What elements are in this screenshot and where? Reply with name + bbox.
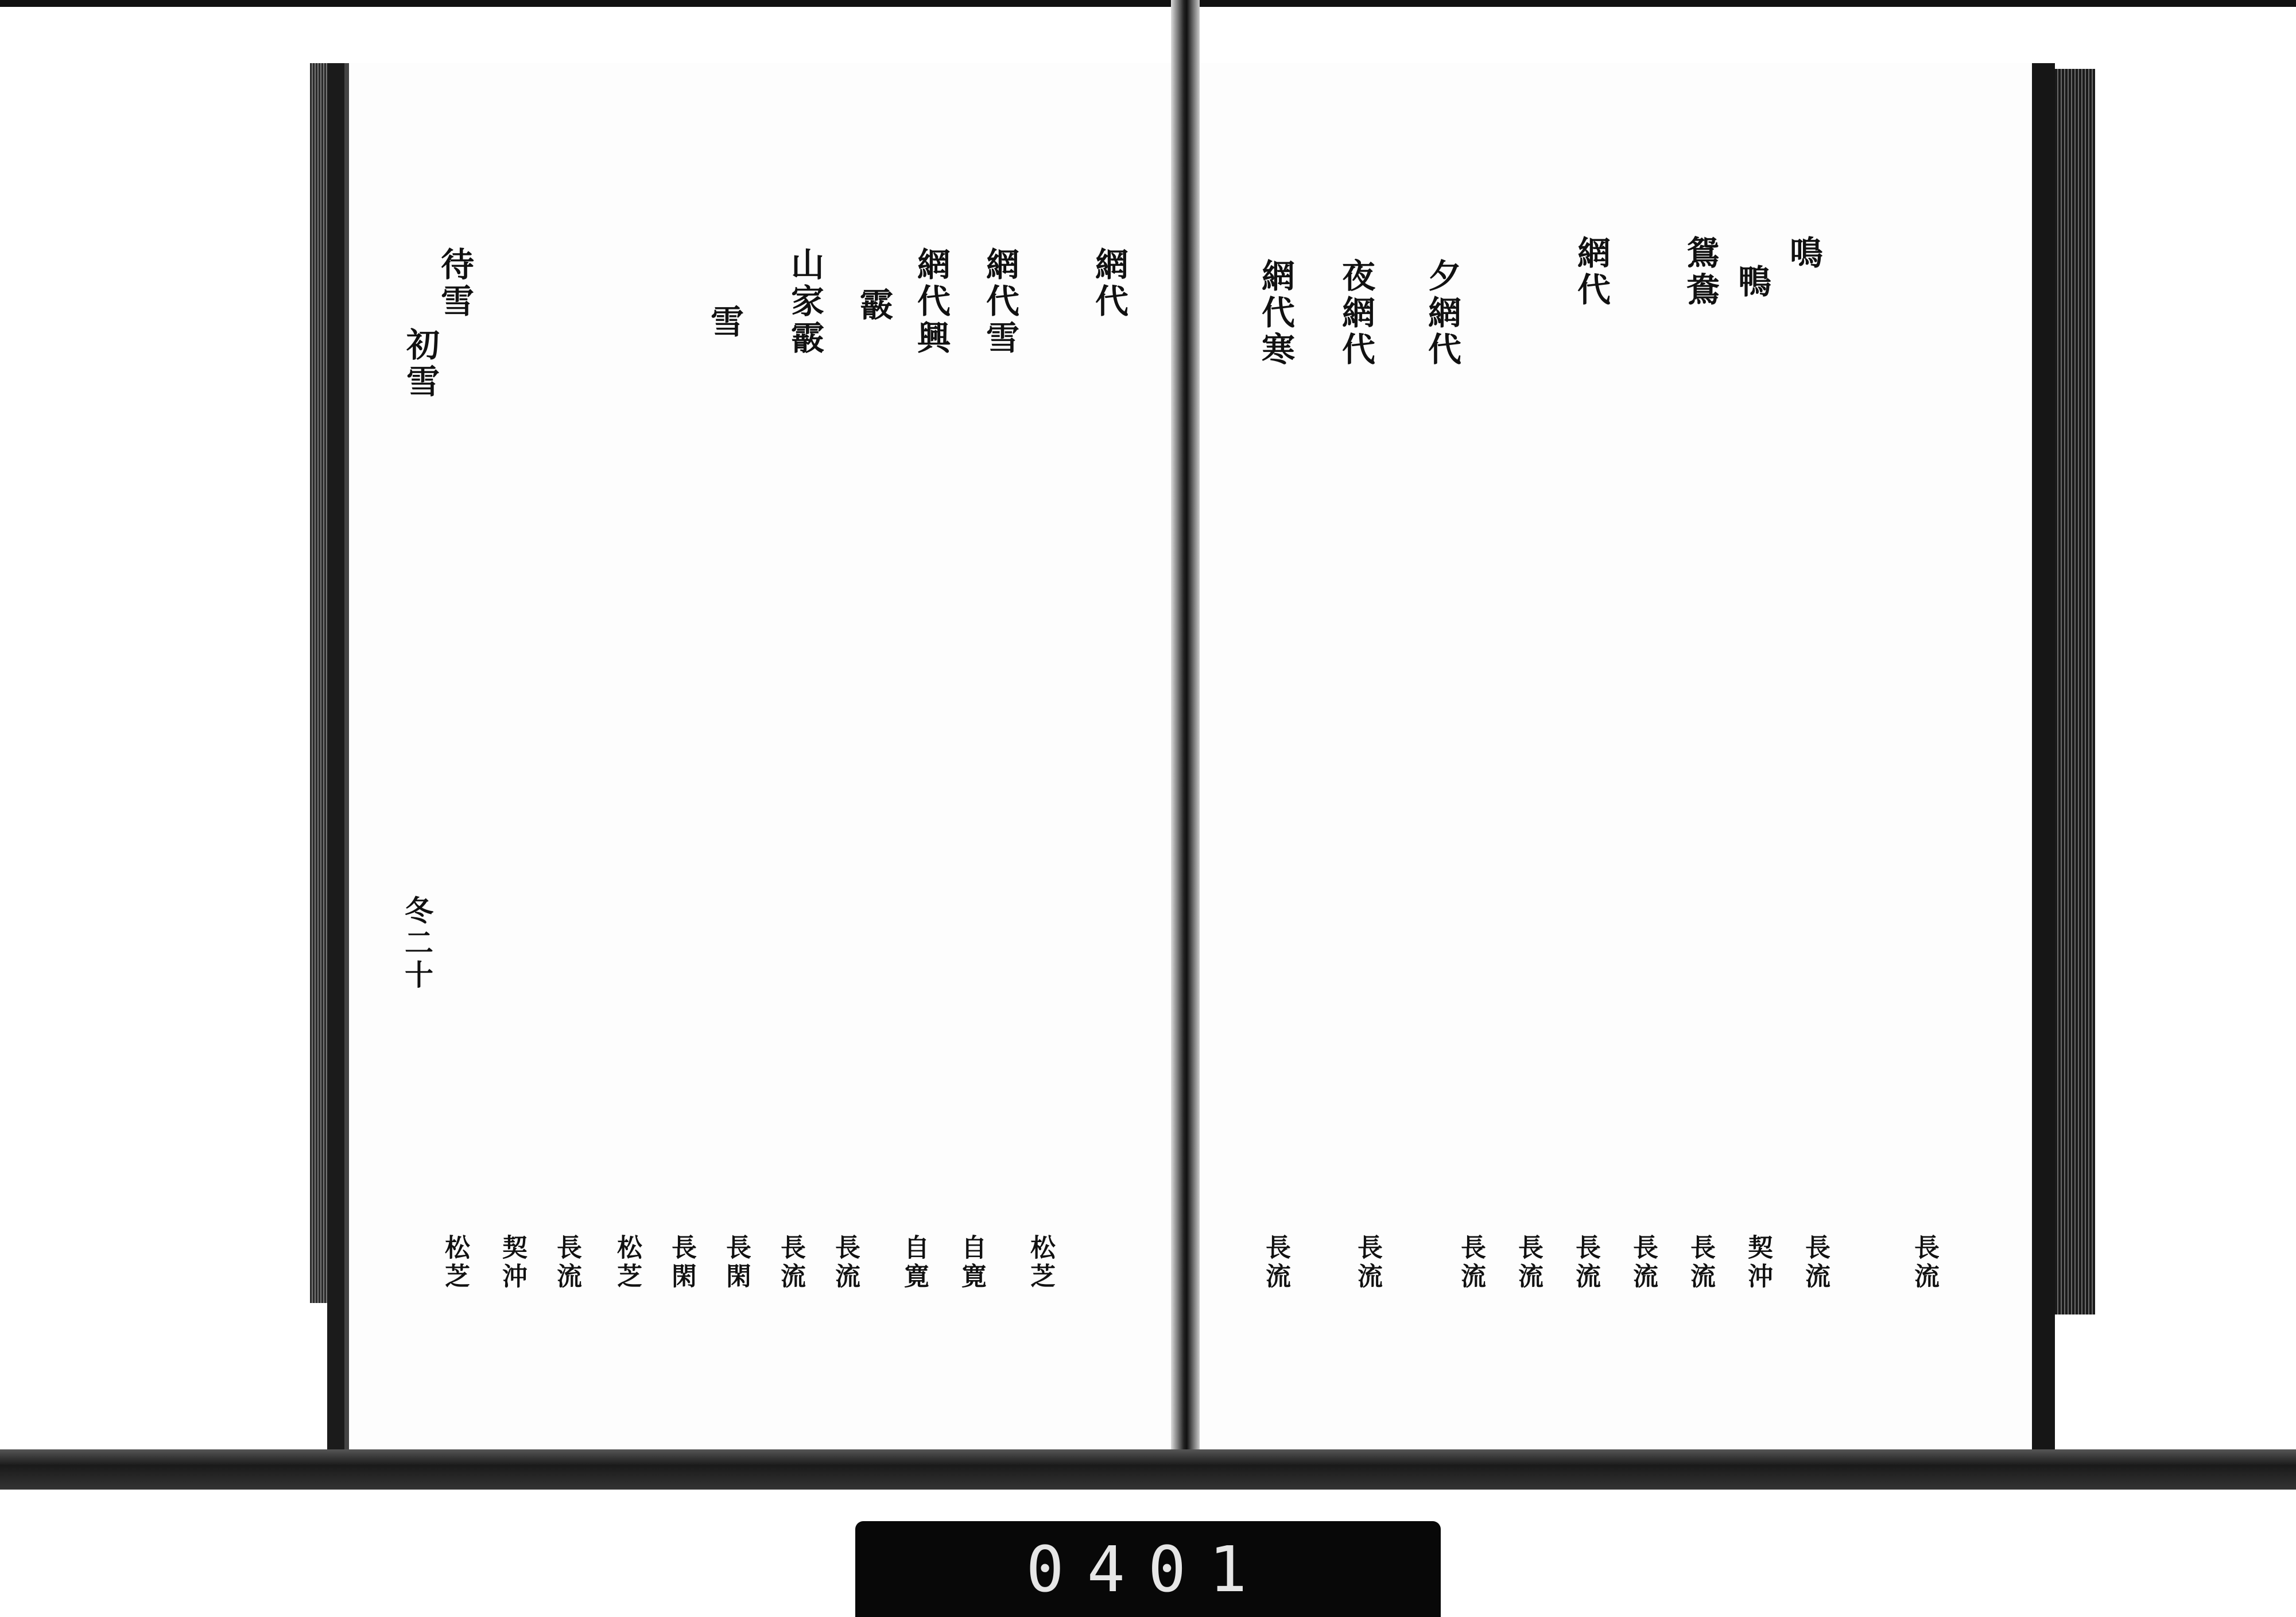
poem-title: 鴛鴦 [1681,235,1720,309]
poem-author: 自寛 [957,1234,986,1292]
right-page [1200,63,2055,1464]
poem-author: 松芝 [440,1234,470,1292]
poem-title: 山家霰 [785,247,824,357]
poem-title: 鴨 [1732,264,1771,301]
poem-author: 長流 [1353,1234,1382,1292]
scan-bottom-edge [0,1449,2296,1490]
poem-author: 自寛 [899,1234,929,1292]
poem-author: 長流 [1910,1234,1939,1292]
scan-top-edge [0,0,2296,7]
poem-title: 夜網代 [1336,258,1375,369]
book-gutter [1171,0,1200,1469]
poem-author: 長流 [1801,1234,1830,1292]
poem-title: 網代 [1572,235,1611,309]
poem-title: 雪 [705,304,744,341]
frame-number: 0401 [1026,1532,1270,1606]
poem-author: 長流 [1261,1234,1290,1292]
poem-author: 長流 [1628,1234,1658,1292]
poem-author: 松芝 [612,1234,642,1292]
left-page [327,63,1200,1464]
poem-title: 霰 [854,287,893,324]
poem-title: 鳴 [1784,235,1823,272]
poem-author: 契沖 [498,1234,527,1292]
page-folio: 冬二十 [400,895,434,992]
poem-author: 契沖 [1743,1234,1773,1292]
poem-title: 網代 [1089,247,1128,320]
poem-author: 長閑 [722,1234,751,1292]
poem-title: 夕網代 [1422,258,1461,369]
poem-title: 待雪 [435,247,474,320]
poem-author: 長流 [776,1234,805,1292]
frame-number-plate [855,1521,1441,1617]
open-book [327,63,2061,1469]
poem-author: 長流 [552,1234,581,1292]
poem-author: 長閑 [667,1234,696,1292]
poem-author: 長流 [831,1234,860,1292]
poem-author: 長流 [1456,1234,1486,1292]
poem-author: 松芝 [1026,1234,1055,1292]
poem-author: 長流 [1514,1234,1543,1292]
poem-author: 長流 [1571,1234,1600,1292]
poem-author: 長流 [1686,1234,1715,1292]
poem-title: 網代雪 [980,247,1019,357]
poem-title: 初雪 [401,327,440,401]
poem-title: 網代興 [912,247,951,357]
poem-title: 網代寒 [1256,258,1295,369]
